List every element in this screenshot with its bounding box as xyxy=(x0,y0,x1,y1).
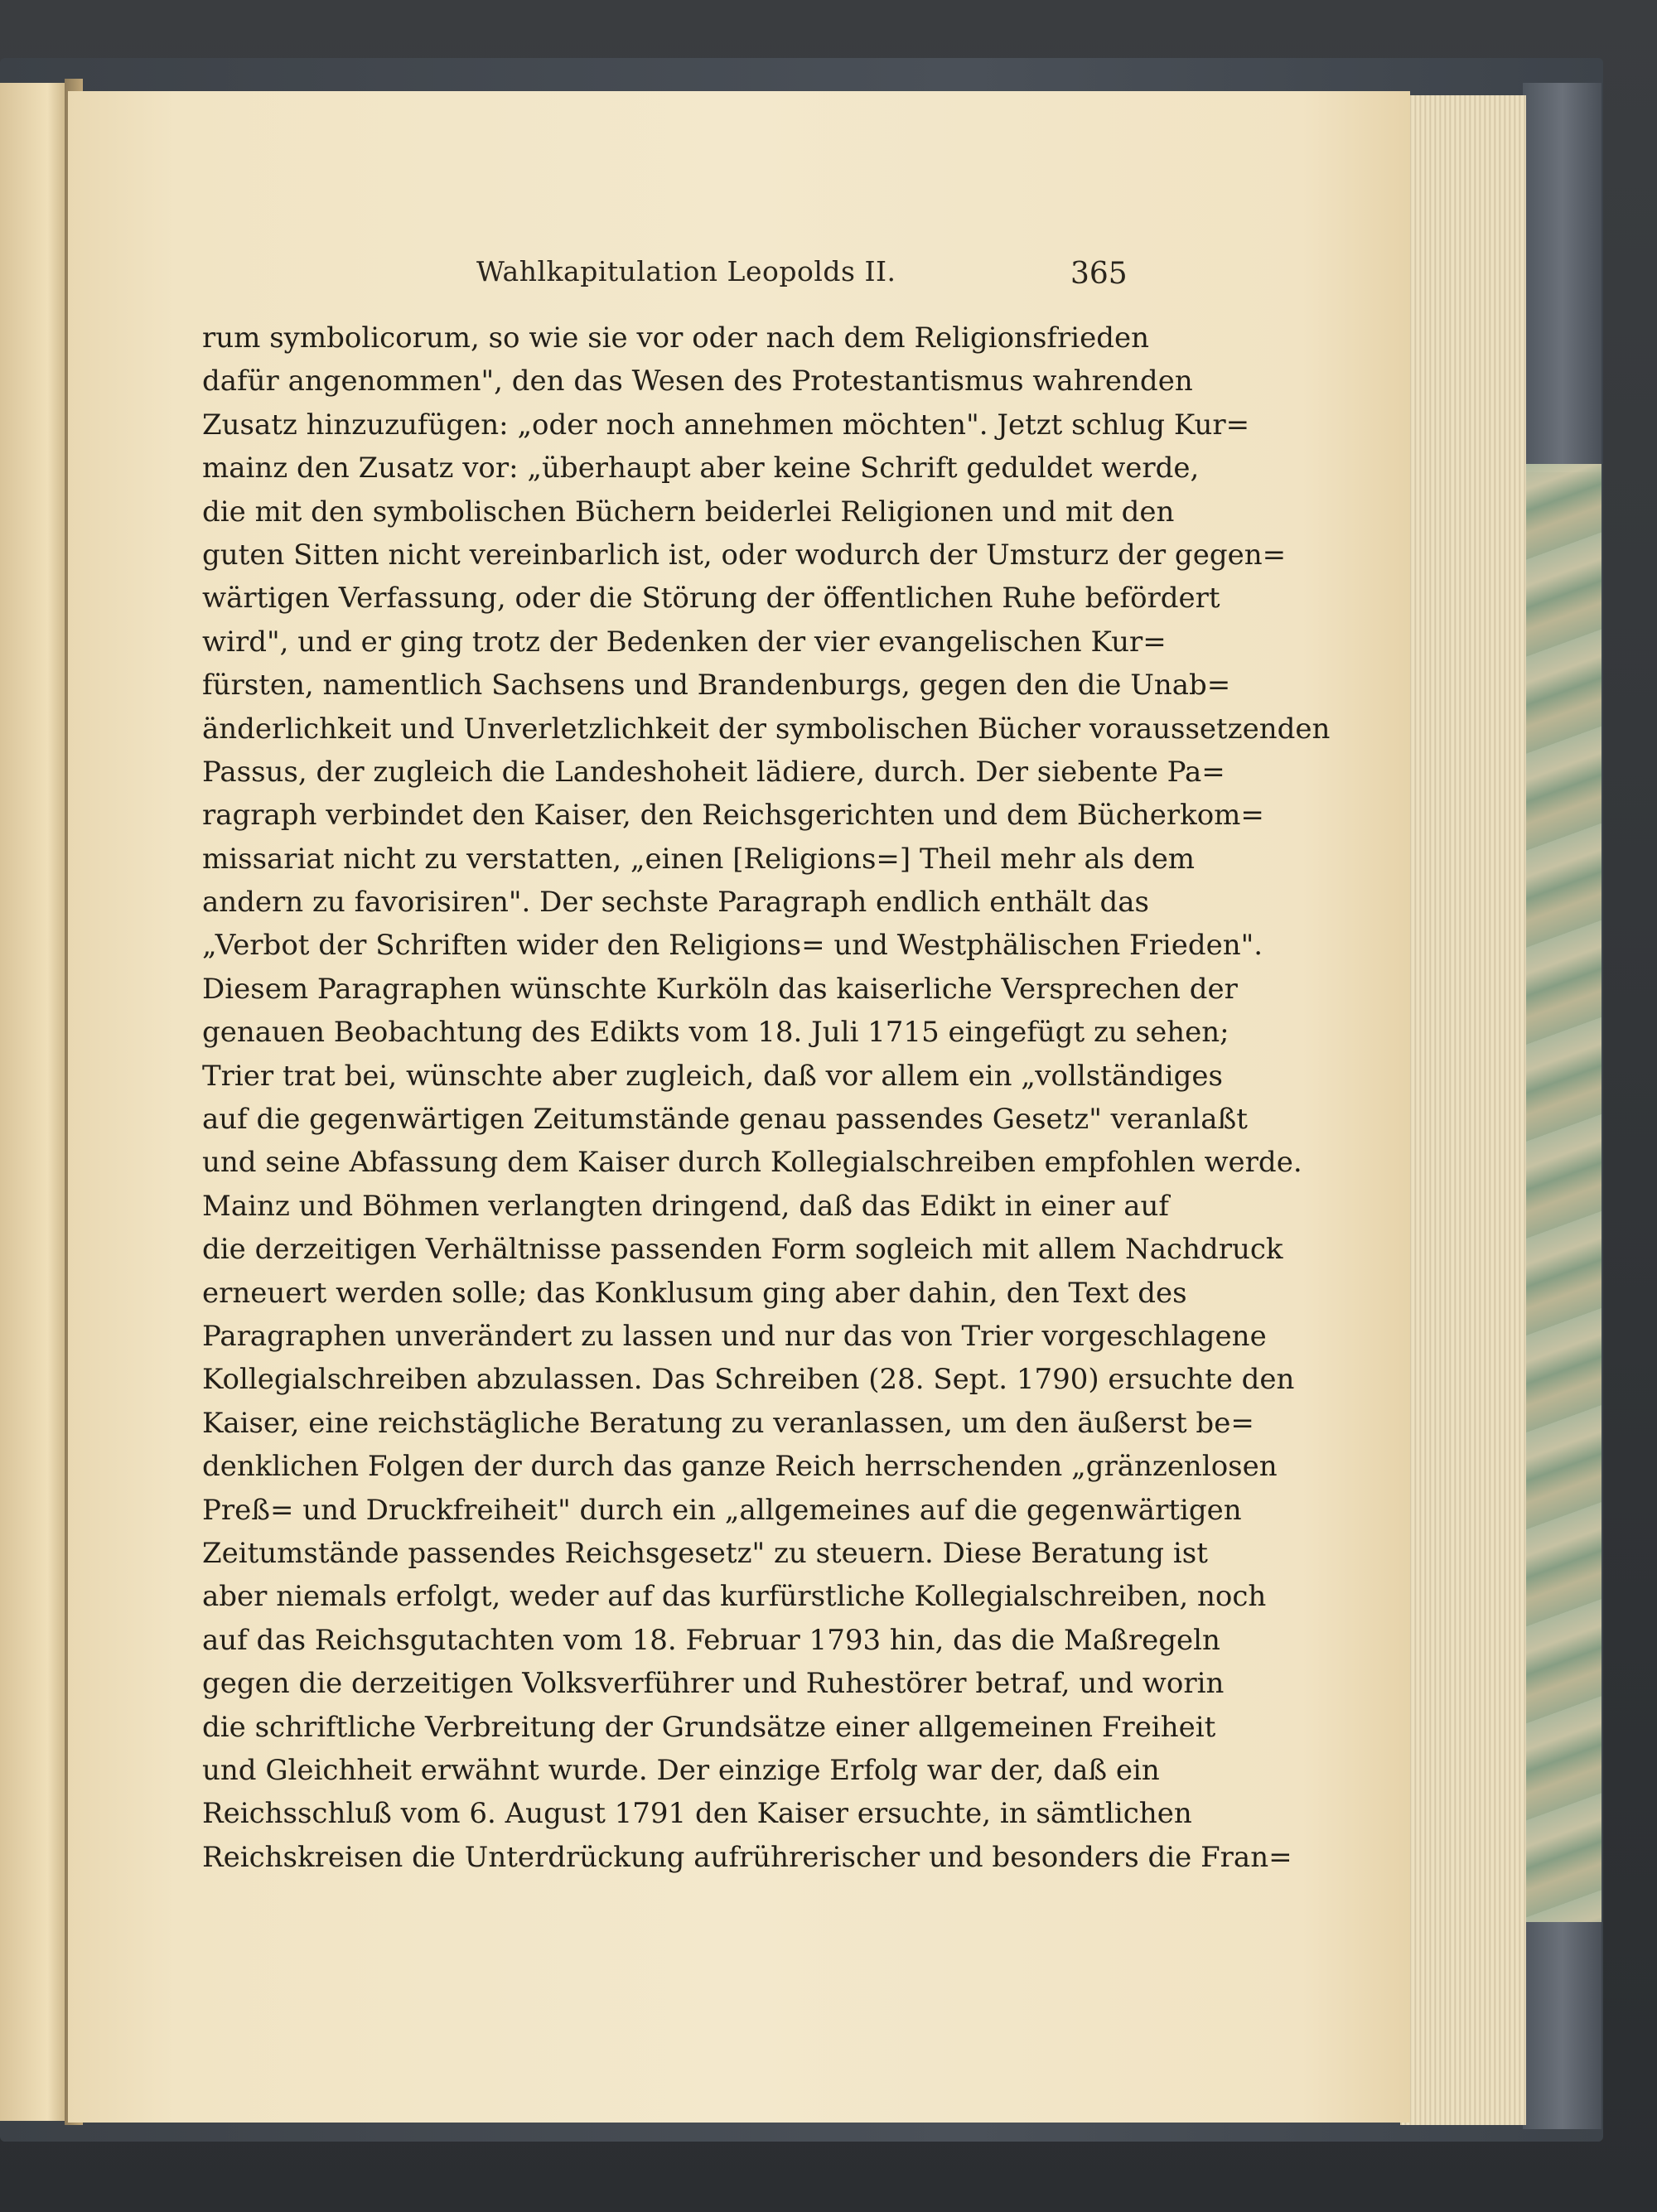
text-line: „Verbot der Schriften wider den Religions= und Westphälischen Frieden". xyxy=(202,929,1263,963)
text-line: erneuert werden solle; das Konklusum ging aber dahin, den Text des xyxy=(202,1276,1187,1310)
text-line: missariat nicht zu verstatten, „einen [Religions=] Theil mehr als dem xyxy=(202,842,1196,876)
text-line: und seine Abfassung dem Kaiser durch Kollegialschreiben empfohlen werde. xyxy=(202,1146,1302,1180)
facing-page-edge xyxy=(0,83,68,2121)
text-line: guten Sitten nicht vereinbarlich ist, oder wodurch der Umsturz der gegen= xyxy=(202,538,1287,572)
running-head: Wahlkapitulation Leopolds II. xyxy=(476,255,896,287)
text-line: fürsten, namentlich Sachsens und Brandenburgs, gegen den die Unab= xyxy=(202,669,1231,703)
text-line: Reichskreisen die Unterdrückung aufrührerischer und besonders die Fran= xyxy=(202,1840,1292,1874)
text-line: die derzeitigen Verhältnisse passenden Form sogleich mit allem Nachdruck xyxy=(202,1233,1283,1267)
text-line: die mit den symbolischen Büchern beiderlei Religionen und mit den xyxy=(202,495,1175,529)
text-line: und Gleichheit erwähnt wurde. Der einzige Erfolg war der, daß ein xyxy=(202,1753,1160,1787)
cover-edge-bottom xyxy=(1523,1922,1601,2129)
text-line: Trier trat bei, wünschte aber zugleich, daß vor allem ein „vollständiges xyxy=(202,1059,1223,1093)
text-line: Preß= und Druckfreiheit" durch ein „allgemeines auf die gegenwärtigen xyxy=(202,1493,1242,1527)
text-line: Mainz und Böhmen verlangten dringend, daß das Edikt in einer auf xyxy=(202,1189,1169,1223)
text-line: Diesem Paragraphen wünschte Kurköln das kaiserliche Versprechen der xyxy=(202,972,1238,1006)
text-line: änderlichkeit und Unverletzlichkeit der symbolischen Bücher voraussetzenden xyxy=(202,712,1331,746)
text-line: genauen Beobachtung des Edikts vom 18. Juli 1715 eingefügt zu sehen; xyxy=(202,1016,1229,1050)
text-line: gegen die derzeitigen Volksverführer und Ruhestörer betraf, und worin xyxy=(202,1667,1225,1701)
text-line: wärtigen Verfassung, oder die Störung der öffentlichen Ruhe befördert xyxy=(202,582,1220,616)
text-line: dafür angenommen", den das Wesen des Protestantismus wahrenden xyxy=(202,365,1193,398)
text-line: Zeitumstände passendes Reichsgesetz" zu steuern. Diese Beratung ist xyxy=(202,1536,1208,1570)
text-line: Passus, der zugleich die Landeshoheit lädiere, durch. Der siebente Pa= xyxy=(202,755,1225,789)
text-line: denklichen Folgen der durch das ganze Reich herrschenden „gränzenlosen xyxy=(202,1450,1278,1484)
text-line: auf die gegenwärtigen Zeitumstände genau passendes Gesetz" veranlaßt xyxy=(202,1103,1248,1137)
page-stack-edges xyxy=(1400,95,1526,2125)
text-line: Kollegialschreiben abzulassen. Das Schreiben (28. Sept. 1790) ersuchte den xyxy=(202,1363,1295,1397)
text-line: Reichsschluß vom 6. August 1791 den Kaiser ersuchte, in sämtlichen xyxy=(202,1797,1192,1831)
text-line: ragraph verbindet den Kaiser, den Reichsgerichten und dem Bücherkom= xyxy=(202,799,1264,833)
text-line: aber niemals erfolgt, weder auf das kurfürstliche Kollegialschreiben, noch xyxy=(202,1580,1267,1614)
text-line: mainz den Zusatz vor: „überhaupt aber keine Schrift geduldet werde, xyxy=(202,452,1200,485)
text-line: auf das Reichsgutachten vom 18. Februar 1793 hin, das die Maßregeln xyxy=(202,1623,1220,1657)
text-line: Zusatz hinzuzufügen: „oder noch annehmen möchten". Jetzt schlug Kur= xyxy=(202,408,1250,442)
text-line: Paragraphen unverändert zu lassen und nur das von Trier vorgeschlagene xyxy=(202,1319,1267,1353)
text-line: andern zu favorisiren". Der sechste Paragraph endlich enthält das xyxy=(202,886,1149,920)
page-number: 365 xyxy=(1070,257,1128,291)
text-line: wird", und er ging trotz der Bedenken der vier evangelischen Kur= xyxy=(202,625,1167,659)
text-line: rum symbolicorum, so wie sie vor oder nach dem Religionsfrieden xyxy=(202,321,1150,355)
text-line: Kaiser, eine reichstägliche Beratung zu veranlassen, um den äußerst be= xyxy=(202,1406,1254,1440)
body-text xyxy=(202,316,1331,1879)
cover-edge-top xyxy=(1523,83,1601,472)
marbled-page-edge xyxy=(1523,464,1601,1922)
text-line: die schriftliche Verbreitung der Grundsätze einer allgemeinen Freiheit xyxy=(202,1710,1216,1744)
